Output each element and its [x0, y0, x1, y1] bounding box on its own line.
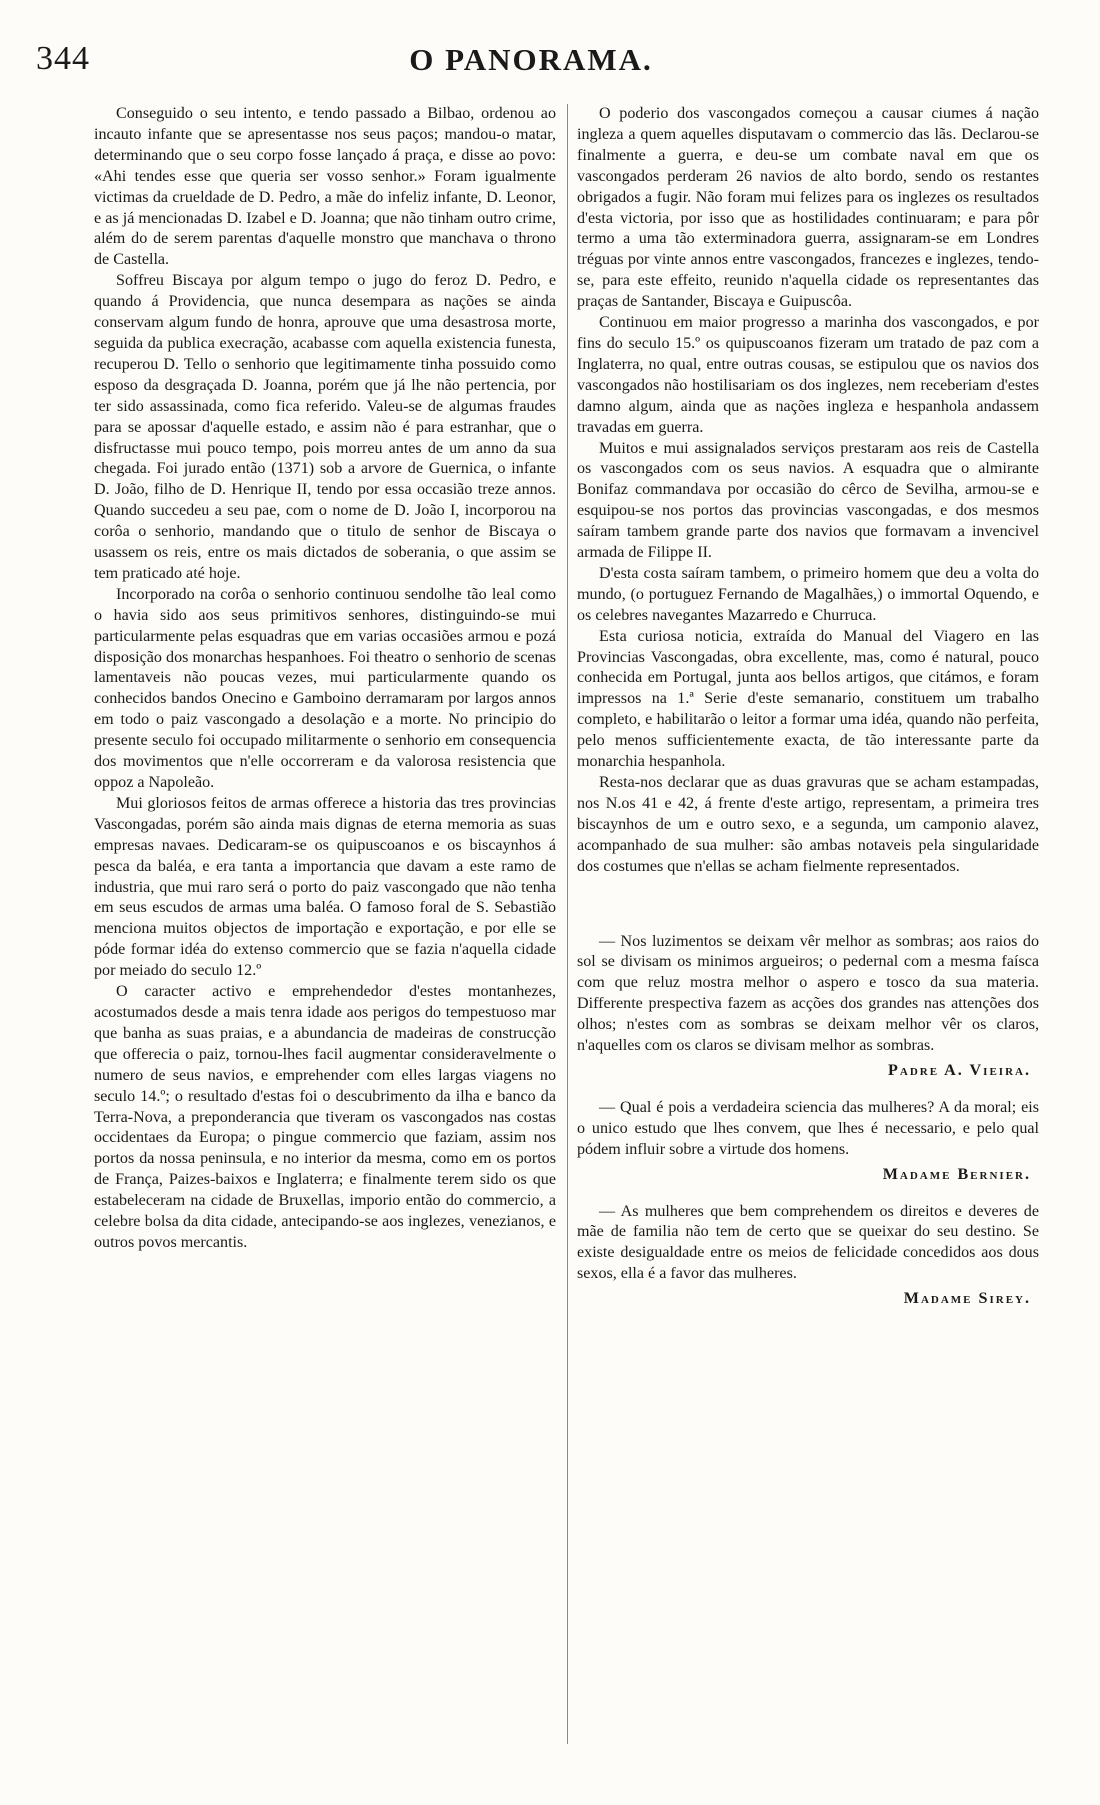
quote-author: Madame Sirey.: [903, 1290, 1031, 1308]
page-number: 344: [36, 40, 90, 77]
paragraph: D'esta costa saíram tambem, o primeiro homem que deu a volta do mundo, (o portuguez Fernando de Magalhães,) o immortal Oquendo, e os celebres navegantes Mazarredo e Churruca.: [577, 564, 1039, 624]
quote-text: — Nos luzimentos se deixam vêr melhor as sombras; aos raios do sol se divisam os minimos argueiros; o pedernal com a mesma faísca com que reluz mostra melhor o aspero e tosco da sua materia. Differente prespectiva fazem as acções dos grandes nas attenções dos olhos; n'estes com as sombras se deixam melhor vêr os claros, n'aquelles com os claros se divisam melhor as sombras.: [577, 932, 1039, 1055]
paragraph: Esta curiosa noticia, extraída do Manual del Viagero en las Provincias Vascongadas, obra excellente, mas, como é natural, pouco conhecida em Portugal, junta aos bellos artigos, que citámos, e foram impressos na 1.ª Serie d'este semanario, constituem um trabalho completo, e habilitarão o leitor a formar uma idéa, quando não perfeita, pelo menos sufficientemente exacta, de tão interessante parte da monarchia hespanhola.: [577, 627, 1039, 771]
paragraph: Incorporado na corôa o senhorio continuou sendolhe tão leal como o havia sido aos seus primitivos senhores, distinguindo-se mui particularmente pelas esquadras que em varias occasiões armou e pozá disposição dos monarchas hespanhoes. Foi theatro o senhorio de scenas lamentaveis não poucas vezes, mui particularmente quando os conhecidos bandos Onecino e Gamboino derramaram por largos annos em todo o paiz vascongado a desolação e a morte. No principio do presente seculo foi occupado militarmente o senhorio em consequencia dos movimentos que n'elle occorreram e da valorosa resistencia que oppoz a Napoleão.: [94, 585, 556, 791]
column-divider: [567, 104, 568, 1744]
paragraph: Conseguido o seu intento, e tendo passado a Bilbao, ordenou ao incauto infante que se apresentasse nos seus paços; mandou-o matar, determinando que o seu corpo fosse lançado á praça, e disse ao povo: «Ahi tendes esse que queria ser vosso senhor.» Foram igualmente victimas da crueldade de D. Pedro, a mãe do infeliz infante, D. Leonor, e as já mencionadas D. Izabel e D. Joanna; que não tinham outro crime, além do de serem parentas d'aquelle monstro que manchava o throno de Castella.: [94, 105, 556, 269]
paragraph: O caracter activo e emprehendedor d'estes montanhezes, acostumados desde a mais tenra idade aos perigos do tempestuoso mar que banha as suas praias, e a abundancia de madeiras de construcção que offerecia o paiz, tornou-lhes facil augmentar consideravelmente o numero de seus navios, e emprehender com elles largas viagens no seculo 14.º; o resultado d'estas foi o descubrimento da ilha e banco da Terra-Nova, a preponderancia que tiveram os vascongados nas costas occidentaes da Europa; o pingue commercio que faziam, assim nos portos da nossa peninsula, e no interior da mesma, como em os portos de França, Paizes-baixos e Inglaterra; e finalmente terem sido os que estabeleceram na cidade de Bruxellas, imporio então do commercio, a celebre bolsa da dita cidade, antecipando-se aos inglezes, venezianos, e outros povos mercantis.: [94, 983, 556, 1251]
section-gap: [577, 878, 1039, 932]
paragraph: Resta-nos declarar que as duas gravuras que se acham estampadas, nos N.os 41 e 42, á frente d'este artigo, representam, a primeira tres biscaynhos de um e outro sexo, e a segunda, um camponio alavez, acompanhado de sua mulher: são ambas notaveis pela singularidade dos costumes que n'ellas se acham fielmente representados.: [577, 774, 1039, 875]
right-column: [577, 104, 1039, 1326]
paragraph: O poderio dos vascongados começou a causar ciumes á nação ingleza a quem aquelles disputavam o commercio das lãs. Declarou-se finalmente a guerra, e deu-se um combate naval em que os vascongados perderam 26 navios de alto bordo, sendo os restantes obrigados a fugir. Não foram mui felizes para os inglezes os resultados d'esta victoria, por isso que as hostilidades continuaram; e para pôr termo a uma tão exterminadora guerra, assignaram-se em Londres tréguas por vinte annos entre vascongados, francezes e inglezes, tendo-se, para este effeito, reunido n'aquella cidade os representantes das praças de Santander, Biscaya e Guipuscôa.: [577, 105, 1039, 311]
paragraph: Muitos e mui assignalados serviços prestaram aos reis de Castella os vascongados com os seus navios. A esquadra que o almirante Bonifaz commandava por occasião do cêrco de Sevilha, armou-se e esquipou-se nos portos das provincias vascongadas, e dos mesmos saíram tambem grande parte dos navios que formavam a invencivel armada de Filippe II.: [577, 439, 1039, 562]
quote-author: Madame Bernier.: [882, 1165, 1031, 1183]
paragraph: Soffreu Biscaya por algum tempo o jugo do feroz D. Pedro, e quando á Providencia, que nunca desempara as nações se ainda conservam algum fundo de honra, aprouve que uma desastrosa morte, seguida da publica execração, acabasse com aquella existencia funesta, recuperou D. Tello o senhorio que legitimamente tinha possuido como esposo da desgraçada D. Joanna, porém que já lhe não pertencia, por ter sido assassinada, como fica referido. Valeu-se de algumas fraudes para se apossar d'aquelle estado, e assim não é para estranhar, que o disfructasse mui pouco tempo, pois morreu antes de um anno da sua chegada. Foi jurado então (1371) sob a arvore de Guernica, o infante D. João, filho de D. Henrique II, tendo por essa occasião treze annos. Quando succedeu a seu pae, com o nome de D. João I, incorporou na corôa o senhorio, mandando que o titulo de senhor de Biscaya o usassem os reis, entre os mais dictados de soberania, o que assim se tem praticado até hoje.: [94, 272, 556, 582]
left-column: [94, 104, 556, 1254]
paragraph: Mui gloriosos feitos de armas offerece a historia das tres provincias Vascongadas, porém são ainda mais dignas de eterna memoria as suas empresas navaes. Dedicaram-se os quipuscoanos e os biscaynhos á pesca da baléa, e era tanta a importancia que davam a este ramo de industria, que mui raro será o porto do paiz vascongado que não tenha em seus escudos de armas uma baléa. O famoso foral de S. Sebastião menciona muitos objectos de importação e exportação, e por elle se póde formar idéa do extenso commercio que se fazia n'aquella cidade por meiado do seculo 12.º: [94, 794, 556, 980]
paragraph: Continuou em maior progresso a marinha dos vascongados, e por fins do seculo 15.º os quipuscoanos fizeram um tratado de paz com a Inglaterra, no qual, entre outras cousas, se estipulou que os navios dos vascongados não hostilisariam os dos inglezes, nem receberiam d'estes damno algum, ainda que as nações ingleza e hespanhola andassem travadas em guerra.: [577, 314, 1039, 436]
quote-text: — As mulheres que bem comprehendem os direitos e deveres de mãe de familia não tem de certo que se queixar do seu destino. Se existe desigualdade entre os meios de felicidade concedidos aos dous sexos, ella é a favor das mulheres.: [577, 1202, 1039, 1283]
journal-title: O PANORAMA.: [409, 42, 653, 77]
page-header: [36, 40, 1026, 88]
quote-author: Padre A. Vieira.: [888, 1061, 1031, 1079]
quote-text: — Qual é pois a verdadeira sciencia das mulheres? A da moral; eis o unico estudo que lhes convem, que lhes é necessario, e pelo qual pódem influir sobre a virtude dos homens.: [577, 1098, 1039, 1158]
